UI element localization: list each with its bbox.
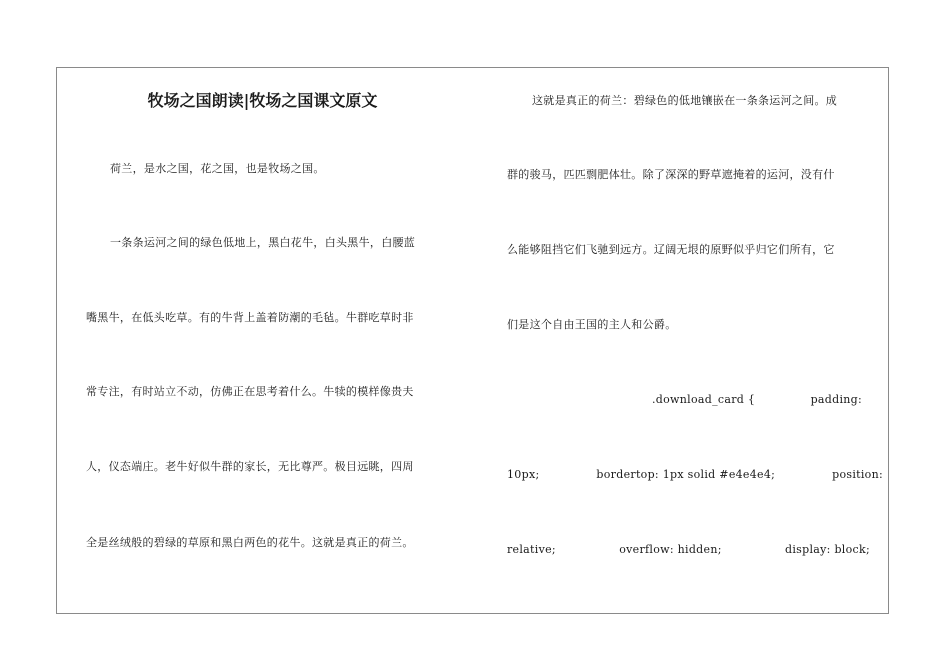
paragraph-line: 人，仪态端庄。老牛好似牛群的家长，无比尊严。极目远眺，四周	[86, 460, 414, 473]
code-token: .download_card {	[652, 393, 756, 406]
document-title: 牧场之国朗读|牧场之国课文原文	[147, 91, 378, 110]
paragraph-line: 这就是真正的荷兰：碧绿色的低地镶嵌在一条条运河之间。成	[532, 94, 838, 107]
code-line	[507, 468, 883, 482]
code-token: relative;	[507, 543, 556, 556]
document-frame	[56, 67, 889, 614]
paragraph-line: 群的骏马，匹匹剽肥体壮。除了深深的野草遮掩着的运河，没有什	[507, 168, 835, 181]
paragraph-line: 嘴黑牛，在低头吃草。有的牛背上盖着防潮的毛毡。牛群吃草时非	[86, 311, 414, 324]
code-token: padding:	[810, 393, 862, 406]
code-token: overflow: hidden;	[619, 543, 722, 556]
paragraph-line: 们是这个自由王国的主人和公爵。	[507, 318, 677, 331]
code-token: bordertop: 1px solid #e4e4e4;	[596, 468, 776, 481]
paragraph-line: 么能够阻挡它们飞驰到远方。辽阔无垠的原野似乎归它们所有，它	[507, 243, 835, 256]
paragraph-line: 常专注，有时站立不动，仿佛正在思考着什么。牛犊的模样像贵夫	[86, 385, 414, 398]
paragraph-line: 一条条运河之间的绿色低地上，黑白花牛，白头黑牛，白腰蓝	[110, 236, 416, 249]
code-token: 10px;	[507, 468, 540, 481]
code-line	[507, 543, 870, 557]
code-line	[652, 393, 862, 407]
code-token: display: block;	[785, 543, 870, 556]
paragraph-line: 荷兰，是水之国，花之国，也是牧场之国。	[110, 162, 325, 175]
code-token: position:	[832, 468, 883, 481]
paragraph-line: 全是丝绒般的碧绿的草原和黑白两色的花牛。这就是真正的荷兰。	[86, 536, 414, 549]
